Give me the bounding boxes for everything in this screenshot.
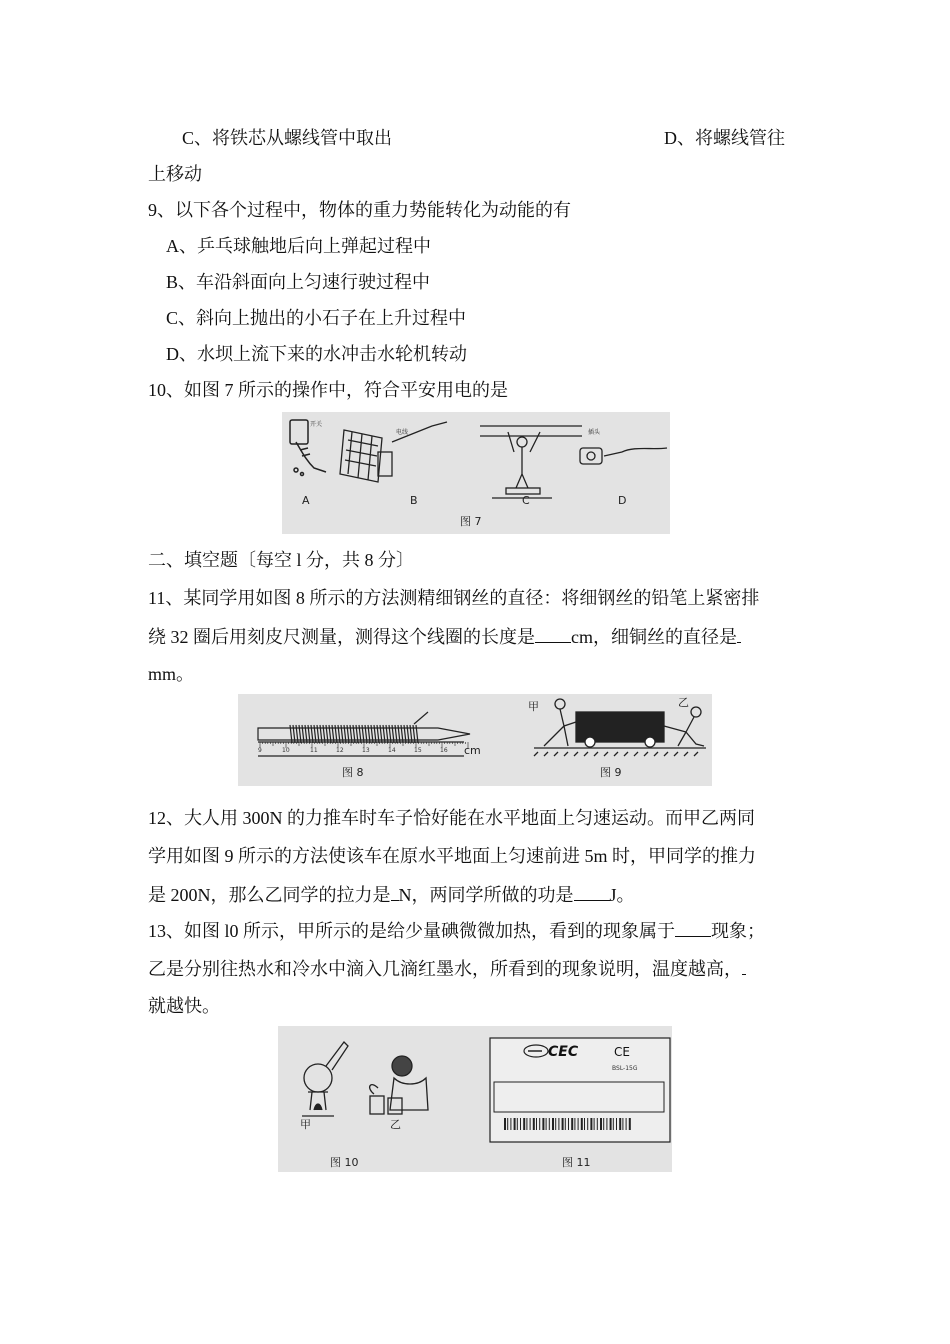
q11-text-b: cm，细铜丝的直径是 xyxy=(571,627,737,647)
fig8-tick-13: 13 xyxy=(362,747,370,754)
q13-text-a: 13、如图 l0 所示，甲所示的是给少量碘微微加热，看到的现象属于 xyxy=(148,921,675,941)
fig7-label-b: B xyxy=(410,494,418,507)
q12-text-b: N，两同学所做的功是 xyxy=(398,885,574,905)
fig8-tick-14: 14 xyxy=(388,747,396,754)
q13-line-1 xyxy=(148,918,765,943)
fig11-brand: CEC xyxy=(548,1044,579,1060)
fig8-tick-11: 11 xyxy=(310,747,318,754)
q9-option-a: A、乒乓球触地后向上弹起过程中 xyxy=(166,236,431,256)
q12-text-c: J。 xyxy=(609,885,635,905)
figure-8-9 xyxy=(238,694,712,786)
q9-stem: 9、以下各个过程中，物体的重力势能转化为动能的有 xyxy=(148,200,571,220)
fig11-battery-label xyxy=(490,1038,670,1142)
q12-line-1: 12、大人用 300N 的力推车时车子恰好能在水平地面上匀速运动。而甲乙两同 xyxy=(148,808,755,828)
fig7-panel-c xyxy=(480,426,582,498)
fig9-label-yi: 乙 xyxy=(678,696,689,709)
fig9-person-yi xyxy=(664,707,704,746)
fig7-label-c: C xyxy=(522,494,530,507)
q9-option-d: D、水坝上流下来的水冲击水轮机转动 xyxy=(166,344,467,364)
q11-line-2 xyxy=(148,624,741,649)
fig10-label-jia: 甲 xyxy=(300,1118,311,1131)
q12-line-2: 学用如图 9 所示的方法使该车在原水平地面上匀速前进 5m 时，甲同学的推力 xyxy=(148,846,756,866)
q12-text-a: 是 200N，那么乙同学的拉力是 xyxy=(148,885,391,905)
q13-blank-phenomenon[interactable] xyxy=(675,918,711,937)
fig11-caption: 图 11 xyxy=(562,1156,591,1169)
fig7-wire-text: 电线 xyxy=(396,429,409,436)
fig9-label-jia: 甲 xyxy=(528,700,539,713)
fig8-tick-10: 10 xyxy=(282,747,290,754)
q8-option-d-continued: 上移动 xyxy=(148,164,202,184)
q11-blank-diameter[interactable] xyxy=(737,624,741,643)
q8-option-c: C、将铁芯从螺线管中取出 xyxy=(182,128,393,148)
fig11-ce-mark: CE xyxy=(614,1045,630,1059)
fig7-label-d: D xyxy=(618,494,627,507)
fig7-panel-d xyxy=(580,448,667,464)
fig7-plug-text: 插头 xyxy=(588,429,601,436)
fig10-person-beakers xyxy=(370,1056,428,1114)
fig9-cart xyxy=(534,712,706,756)
fig8-unit: cm xyxy=(464,744,481,757)
fig10-flask xyxy=(302,1042,348,1116)
section-2-title: 二、填空题〔每空 l 分，共 8 分〕 xyxy=(148,550,414,570)
q12-blank-force[interactable] xyxy=(391,882,399,901)
fig8-caption: 图 8 xyxy=(342,766,364,779)
fig11-model: BSL-15G xyxy=(612,1065,638,1072)
q12-blank-work[interactable] xyxy=(574,882,610,901)
q13-blank-speed[interactable] xyxy=(742,956,746,975)
q9-option-b: B、车沿斜面向上匀速行驶过程中 xyxy=(166,272,431,292)
fig7-panel-a xyxy=(290,420,326,476)
q12-line-3 xyxy=(148,882,635,907)
q8-option-d: D、将螺线管往 xyxy=(664,128,785,148)
figure-7 xyxy=(282,412,670,534)
fig9-person-jia xyxy=(544,699,576,746)
q13-line-2 xyxy=(148,956,746,981)
q9-option-c: C、斜向上抛出的小石子在上升过程中 xyxy=(166,308,467,328)
q11-blank-length[interactable] xyxy=(535,624,571,643)
fig10-caption: 图 10 xyxy=(330,1156,359,1169)
q13-text-b: 现象； xyxy=(711,921,765,941)
q11-line-1: 11、某同学用如图 8 所示的方法测精细钢丝的直径：将细钢丝的铅笔上紧密排 xyxy=(148,588,760,608)
fig8-pencil-coil xyxy=(258,712,470,743)
fig7-switch-text: 开关 xyxy=(310,421,323,428)
q13-text-c: 乙是分别往热水和冷水中滴入几滴红墨水，所看到的现象说明，温度越高， xyxy=(148,959,742,979)
fig8-tick-16: 16 xyxy=(440,747,448,754)
q11-text-a: 绕 32 圈后用刻皮尺测量，测得这个线圈的长度是 xyxy=(148,627,535,647)
fig7-caption: 图 7 xyxy=(460,515,482,528)
fig10-label-yi: 乙 xyxy=(390,1118,401,1131)
fig8-tick-9: 9 xyxy=(258,747,262,754)
fig8-tick-15: 15 xyxy=(414,747,422,754)
fig9-caption: 图 9 xyxy=(600,766,622,779)
fig8-tick-12: 12 xyxy=(336,747,344,754)
figure-10-11 xyxy=(278,1026,672,1172)
q13-line-3: 就越快。 xyxy=(148,996,220,1016)
q10-stem: 10、如图 7 所示的操作中，符合平安用电的是 xyxy=(148,380,508,400)
fig7-label-a: A xyxy=(302,494,310,507)
q11-line-3: mm。 xyxy=(148,664,195,684)
fig7-panel-b xyxy=(340,422,447,482)
